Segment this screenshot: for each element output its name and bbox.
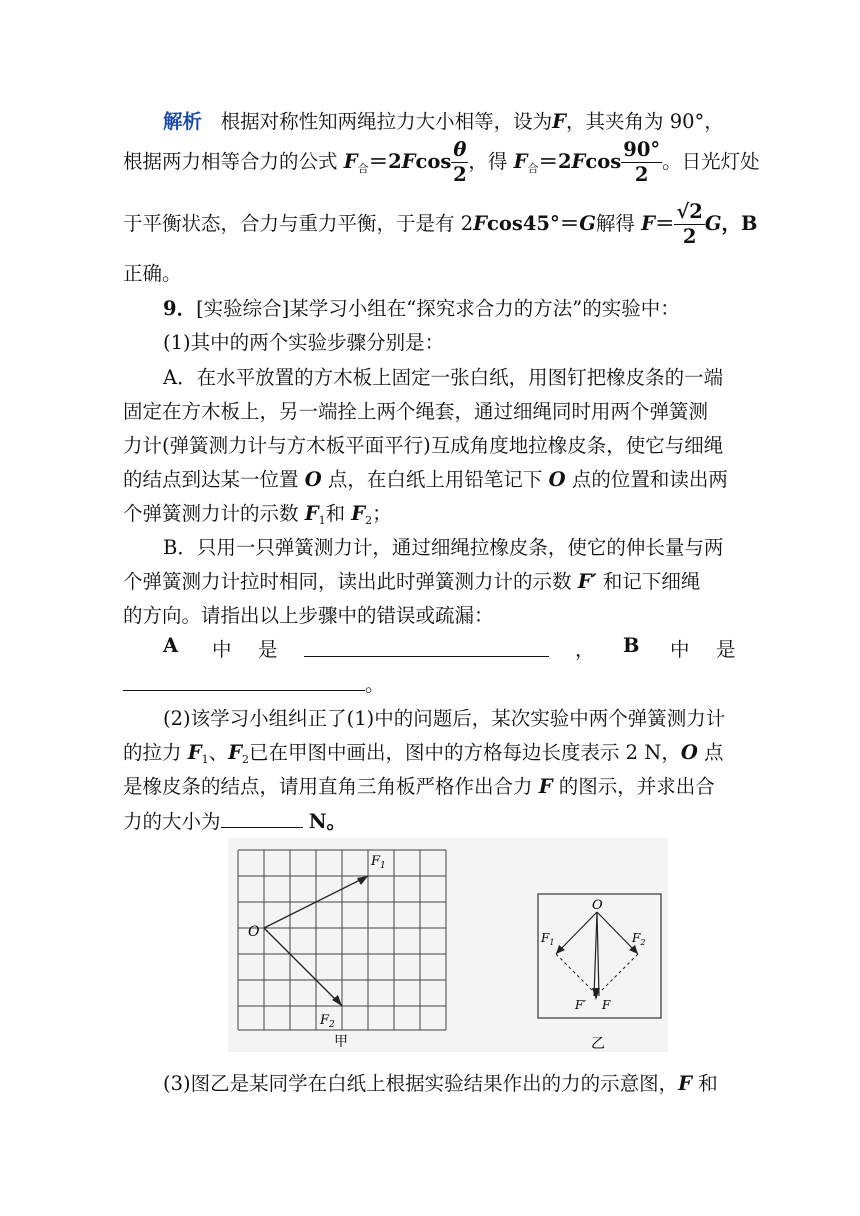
text: 正确。 xyxy=(123,262,182,285)
var-O: O xyxy=(548,468,566,491)
text: A．在水平放置的方木板上固定一张白纸，用图钉把橡皮条的一端 xyxy=(163,366,724,389)
analysis-line-3: 于平衡状态，合力与重力平衡，于是有 2Fcos45°＝G解得 F＝ $\frac{√2}{2}$ G，B xyxy=(123,200,758,248)
q9-p2a xyxy=(163,703,860,731)
subscript: 1 xyxy=(318,514,326,527)
caption-jia: 甲 xyxy=(334,1034,348,1050)
text: N。 xyxy=(308,810,347,833)
numerator: θ xyxy=(453,138,467,161)
analysis-line-4 xyxy=(123,258,860,286)
q9-a1 xyxy=(163,362,860,390)
text: 中 xyxy=(212,638,232,661)
text: ，其夹角为 90°， xyxy=(566,110,724,133)
label-Fprime-yi: F′ xyxy=(575,998,587,1012)
var-F: F xyxy=(678,1072,692,1095)
label-F2: $F_2$ xyxy=(320,1013,335,1030)
answer-blank-b[interactable] xyxy=(123,668,365,691)
label-F1: $F_1$ xyxy=(371,854,386,871)
var-F: F xyxy=(641,212,655,235)
subscript: 1 xyxy=(201,753,209,766)
var-F: F xyxy=(552,110,566,133)
var-O: O xyxy=(680,741,698,764)
q9-p2b xyxy=(123,737,860,766)
subscript: 2 xyxy=(365,514,373,527)
text: ，B xyxy=(721,212,758,235)
text: cos xyxy=(415,150,452,173)
text: 力计(弹簧测力计与方木板平面平行)互成角度地拉橡皮条，使它与细绳 xyxy=(123,434,724,457)
text: 。 xyxy=(365,673,385,696)
text: cos45°＝ xyxy=(486,212,580,235)
subscript: 2 xyxy=(241,753,249,766)
var-F: F xyxy=(304,502,319,525)
text: 力的大小为 xyxy=(123,810,221,833)
var-F-prime: F′ xyxy=(577,570,597,593)
text: 固定在方木板上，另一端拴上两个绳套，通过细绳同时用两个弹簧测 xyxy=(123,400,709,423)
fraction-90-2 xyxy=(621,138,662,187)
figure-panel xyxy=(228,838,668,1052)
var-F: F xyxy=(571,150,586,173)
analysis-line-2 xyxy=(123,138,860,187)
text: 点的位置和读出两 xyxy=(571,468,728,491)
var-F: F xyxy=(473,212,487,235)
answer-blank-a[interactable] xyxy=(304,634,549,657)
fraction-theta-2 xyxy=(451,138,468,187)
var-G: G xyxy=(579,212,596,235)
var-F: F xyxy=(538,775,553,798)
text: ； xyxy=(372,502,392,525)
q9-a2 xyxy=(123,396,860,424)
text: 、 xyxy=(208,741,229,764)
q9-p2c xyxy=(123,771,860,799)
subscript: 合 xyxy=(527,162,539,175)
text: 的结点到达某一位置 xyxy=(123,468,299,491)
text: 已在甲图中画出，图中的方格每边长度表示 2 N， xyxy=(248,741,681,764)
label-A: A xyxy=(163,634,179,657)
q9-b1 xyxy=(163,532,860,560)
text: ， xyxy=(575,638,595,661)
text: 的方向。请指出以上步骤中的错误或疏漏： xyxy=(123,604,494,627)
label-O: O xyxy=(248,924,260,940)
numerator: 90° xyxy=(623,138,661,161)
text: 点 xyxy=(704,741,724,764)
text: [实验综合]某学习小组在“探究求合力的方法”的实验中： xyxy=(196,297,680,320)
var-F: F xyxy=(401,150,416,173)
q9-b3 xyxy=(123,600,860,628)
text: ＝2 xyxy=(368,150,402,173)
text: (3)图乙是某同学在白纸上根据实验结果作出的力的示意图， xyxy=(163,1072,679,1095)
var-O: O xyxy=(304,468,322,491)
analysis-label: 解析 xyxy=(163,110,203,133)
text: B．只用一只弹簧测力计，通过细绳拉橡皮条，使它的伸长量与两 xyxy=(163,536,724,559)
text: 是 xyxy=(716,638,736,661)
var-F: F xyxy=(187,741,202,764)
text: 的拉力 xyxy=(123,741,182,764)
label-F2-yi: $F_2$ xyxy=(632,931,646,947)
text: 个弹簧测力计的示数 xyxy=(123,502,299,525)
denominator: 2 xyxy=(453,163,467,186)
text: 根据两力相等合力的公式 xyxy=(123,150,338,173)
text: 的图示，并求出合 xyxy=(558,775,715,798)
text: 和 xyxy=(698,1072,718,1095)
var-F: F xyxy=(513,150,528,173)
label-F1-yi: $F_1$ xyxy=(541,931,555,947)
analysis-line-1 xyxy=(163,106,860,134)
numerator: √2 xyxy=(676,200,703,223)
q9-title xyxy=(163,293,860,321)
q9-p2d xyxy=(123,805,860,834)
text: 和 xyxy=(325,502,346,525)
q9-p3 xyxy=(163,1068,860,1096)
q9-a4 xyxy=(123,464,860,492)
text: 解得 xyxy=(595,212,635,235)
text: 。日光灯处 xyxy=(662,150,760,173)
q9-p1 xyxy=(163,327,860,355)
text: 是 xyxy=(258,638,278,661)
text: 中 xyxy=(670,638,690,661)
q9-a3 xyxy=(123,430,860,458)
text: 根据对称性知两绳拉力大小相等，设为 xyxy=(220,110,553,133)
text: 点，在白纸上用铅笔记下 xyxy=(327,468,543,491)
label-F-yi: F xyxy=(602,998,611,1012)
subscript: 合 xyxy=(357,162,369,175)
caption-yi: 乙 xyxy=(591,1036,605,1052)
text: 是橡皮条的结点，请用直角三角板严格作出合力 xyxy=(123,775,533,798)
text: 和记下细绳 xyxy=(602,570,701,593)
fraction-sqrt2-2 xyxy=(674,200,704,249)
var-F: F xyxy=(228,741,242,764)
var-G: G xyxy=(704,212,722,235)
var-F: F xyxy=(343,150,358,173)
text: cos xyxy=(585,150,622,173)
figure-background xyxy=(228,838,668,1052)
q9-b2 xyxy=(123,566,860,594)
text: (2)该学习小组纠正了(1)中的问题后，某次实验中两个弹簧测力计 xyxy=(163,707,726,730)
label-B: B xyxy=(623,634,640,657)
answer-blank-line-2 xyxy=(123,668,860,697)
text: 于平衡状态，合力与重力平衡，于是有 2 xyxy=(123,212,474,235)
text: 个弹簧测力计拉时相同，读出此时弹簧测力计的示数 xyxy=(123,570,572,593)
var-F: F xyxy=(351,502,366,525)
text: ＝2 xyxy=(538,150,572,173)
answer-blank-c[interactable] xyxy=(221,805,303,828)
question-number: 9． xyxy=(163,297,197,320)
denominator: 2 xyxy=(634,163,649,186)
label-O-yi: O xyxy=(592,898,603,913)
denominator: 2 xyxy=(682,225,697,248)
q9-a5 xyxy=(123,498,860,527)
text: (1)其中的两个实验步骤分别是： xyxy=(163,331,445,354)
text: ，得 xyxy=(468,150,508,173)
